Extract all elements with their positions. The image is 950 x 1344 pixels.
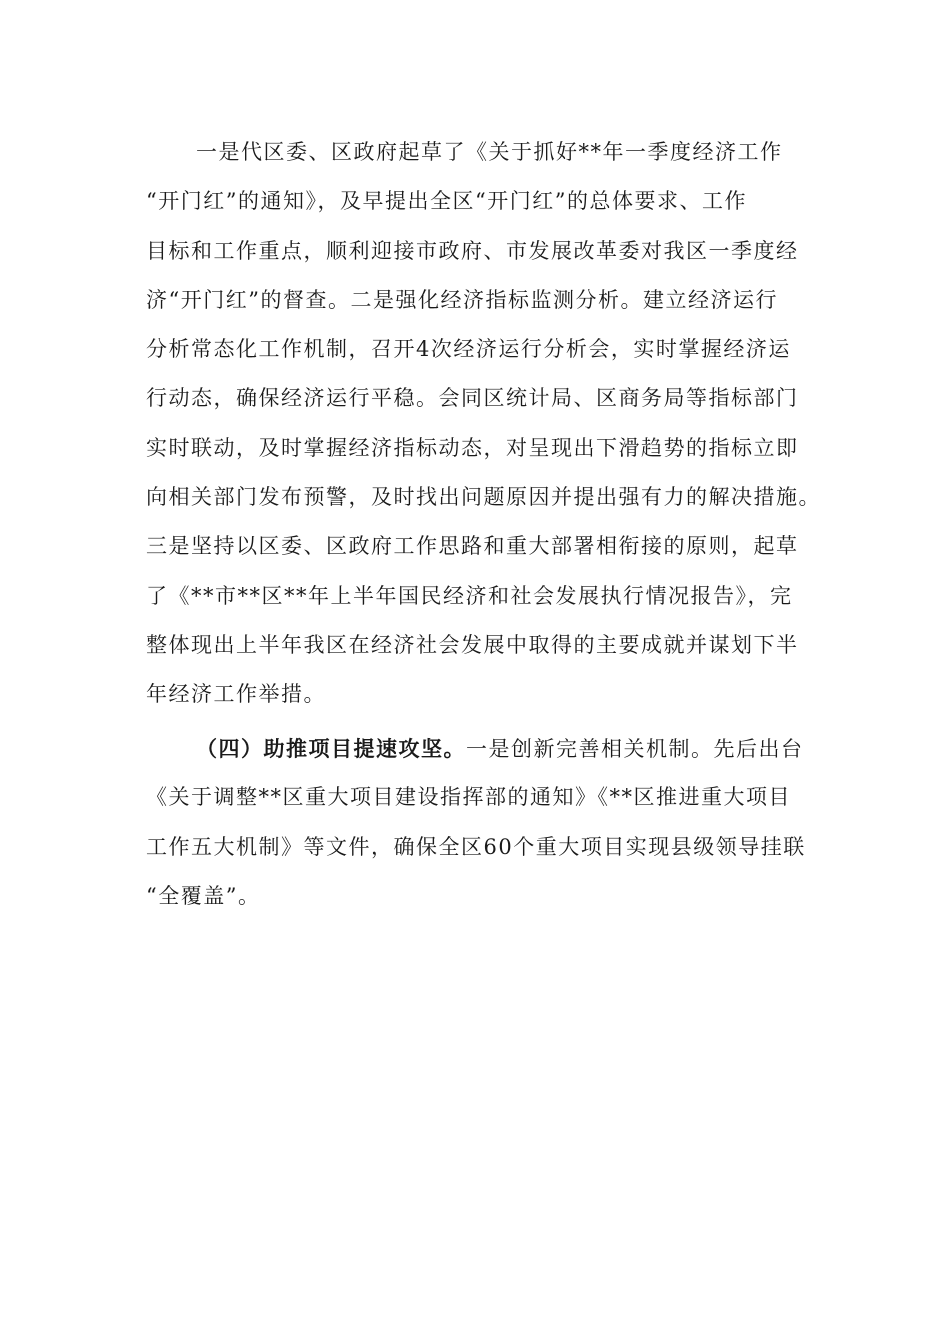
section-heading: （四）助推项目提速攻坚。 [196, 736, 466, 761]
paragraph-line: 实时联动，及时掌握经济指标动态，对呈现出下滑趋势的指标立即 [146, 435, 799, 460]
paragraph-line: 工作五大机制》等文件，确保全区60个重大项目实现县级领导挂联 [146, 834, 806, 859]
paragraph-line: 一是代区委、区政府起草了《关于抓好**年一季度经济工作 [196, 140, 783, 164]
paragraph-line: 分析常态化工作机制，召开4次经济运行分析会，实时掌握经济运 [146, 337, 791, 362]
paragraph-line: 了《**市**区**年上半年国民经济和社会发展执行情况报告》，完 [146, 583, 793, 608]
paragraph-line: 整体现出上半年我区在经济社会发展中取得的主要成就并谋划下半 [146, 632, 799, 657]
paragraph-economic-work [146, 128, 821, 720]
paragraph-line: “开门红”的通知》，及早提出全区“开门红”的总体要求、工作 [146, 189, 747, 214]
paragraph-line: “全覆盖”。 [146, 883, 261, 908]
paragraph-line: 三是坚持以区委、区政府工作思路和重大部署相衔接的原则，起草 [146, 534, 799, 559]
paragraph-first-line [146, 724, 810, 773]
paragraph-line: 年经济工作举措。 [146, 682, 326, 707]
paragraph-line: 《关于调整**区重大项目建设指挥部的通知》《**区推进重大项目 [146, 785, 791, 810]
paragraph-line: 济“开门红”的督查。二是强化经济指标监测分析。建立经济运行 [146, 287, 778, 312]
paragraph-line: 向相关部门发布预警，及时找出问题原因并提出强有力的解决措施。 [146, 485, 821, 510]
paragraph-line-rest: 一是创新完善相关机制。先后出台 [466, 737, 804, 761]
paragraph-project-promotion [146, 724, 810, 921]
paragraph-line: 目标和工作重点，顺利迎接市政府、市发展改革委对我区一季度经 [146, 238, 799, 263]
paragraph-line: 行动态，确保经济运行平稳。会同区统计局、区商务局等指标部门 [146, 386, 799, 411]
